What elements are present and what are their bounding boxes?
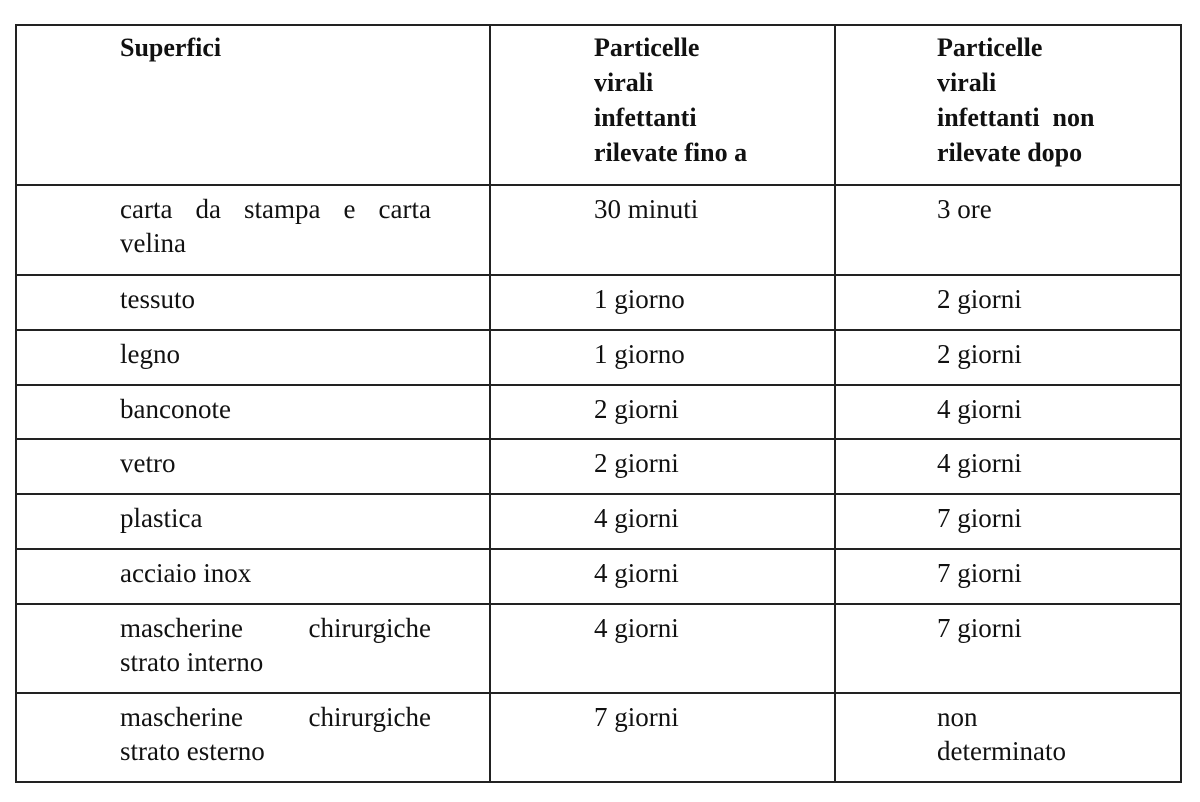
- cell-detected-until: [490, 549, 835, 604]
- header-not-detected-after: [835, 25, 1181, 185]
- cell-not-detected-after: [835, 330, 1181, 385]
- surface-line: mascherine chirurgiche: [120, 702, 431, 732]
- surface-line: acciaio inox: [120, 558, 252, 588]
- cell-detected-until: [490, 385, 835, 439]
- not-detected-after-value: 7 giorni: [937, 503, 1022, 533]
- detected-until-value: 1 giorno: [594, 284, 685, 314]
- not-detected-after-value: 3 ore: [937, 194, 992, 224]
- cell-not-detected-after: [835, 494, 1181, 549]
- surface-line: velina: [120, 228, 186, 258]
- cell-detected-until: [490, 604, 835, 693]
- header-line: rilevate fino a: [594, 138, 748, 167]
- cell-not-detected-after: [835, 439, 1181, 494]
- table-row: [16, 439, 1181, 494]
- not-detected-after-value: 2 giorni: [937, 339, 1022, 369]
- cell-surface: [16, 604, 490, 693]
- cell-detected-until: [490, 330, 835, 385]
- surface-line: tessuto: [120, 284, 196, 314]
- header-line: Particelle: [594, 33, 700, 62]
- detected-until-value: 2 giorni: [594, 394, 679, 424]
- cell-not-detected-after: [835, 693, 1181, 782]
- cell-detected-until: [490, 439, 835, 494]
- header-surfaces: [16, 25, 490, 185]
- surface-line: vetro: [120, 448, 176, 478]
- virus-persistence-table: [15, 24, 1182, 783]
- detected-until-value: 7 giorni: [594, 702, 679, 732]
- cell-surface: [16, 330, 490, 385]
- header-row: [16, 25, 1181, 185]
- cell-detected-until: [490, 693, 835, 782]
- table-row: [16, 275, 1181, 330]
- cell-not-detected-after: [835, 385, 1181, 439]
- surface-line: carta da stampa e carta: [120, 194, 431, 224]
- surface-line: strato interno: [120, 647, 264, 677]
- not-detected-after-value: 4 giorni: [937, 448, 1022, 478]
- header-detected-until: [490, 25, 835, 185]
- header-line: virali: [937, 68, 997, 97]
- header-line: infettanti: [594, 103, 697, 132]
- surface-line: mascherine chirurgiche: [120, 613, 431, 643]
- surface-line: plastica: [120, 503, 203, 533]
- cell-detected-until: [490, 494, 835, 549]
- detected-until-value: 1 giorno: [594, 339, 685, 369]
- table-row: [16, 549, 1181, 604]
- cell-surface: [16, 185, 490, 275]
- cell-surface: [16, 275, 490, 330]
- not-detected-after-value: 4 giorni: [937, 394, 1022, 424]
- cell-surface: [16, 693, 490, 782]
- detected-until-value: 4 giorni: [594, 613, 679, 643]
- cell-not-detected-after: [835, 185, 1181, 275]
- not-detected-after-value: determinato: [937, 736, 1066, 766]
- detected-until-value: 2 giorni: [594, 448, 679, 478]
- not-detected-after-value: non: [937, 702, 978, 732]
- cell-surface: [16, 549, 490, 604]
- table-row: [16, 185, 1181, 275]
- cell-detected-until: [490, 185, 835, 275]
- header-line: infettanti non: [937, 103, 1095, 132]
- not-detected-after-value: 7 giorni: [937, 613, 1022, 643]
- table-row: [16, 330, 1181, 385]
- cell-surface: [16, 439, 490, 494]
- surface-line: strato esterno: [120, 736, 265, 766]
- cell-not-detected-after: [835, 604, 1181, 693]
- surface-line: legno: [120, 339, 180, 369]
- table-row: [16, 604, 1181, 693]
- cell-surface: [16, 385, 490, 439]
- table-row: [16, 693, 1181, 782]
- cell-detected-until: [490, 275, 835, 330]
- header-line: Particelle: [937, 33, 1043, 62]
- table-row: [16, 385, 1181, 439]
- cell-not-detected-after: [835, 275, 1181, 330]
- detected-until-value: 4 giorni: [594, 558, 679, 588]
- header-line: Superfici: [120, 33, 222, 62]
- header-line: rilevate dopo: [937, 138, 1083, 167]
- not-detected-after-value: 7 giorni: [937, 558, 1022, 588]
- detected-until-value: 4 giorni: [594, 503, 679, 533]
- detected-until-value: 30 minuti: [594, 194, 699, 224]
- header-line: virali: [594, 68, 654, 97]
- surface-line: banconote: [120, 394, 231, 424]
- not-detected-after-value: 2 giorni: [937, 284, 1022, 314]
- table-row: [16, 494, 1181, 549]
- cell-not-detected-after: [835, 549, 1181, 604]
- cell-surface: [16, 494, 490, 549]
